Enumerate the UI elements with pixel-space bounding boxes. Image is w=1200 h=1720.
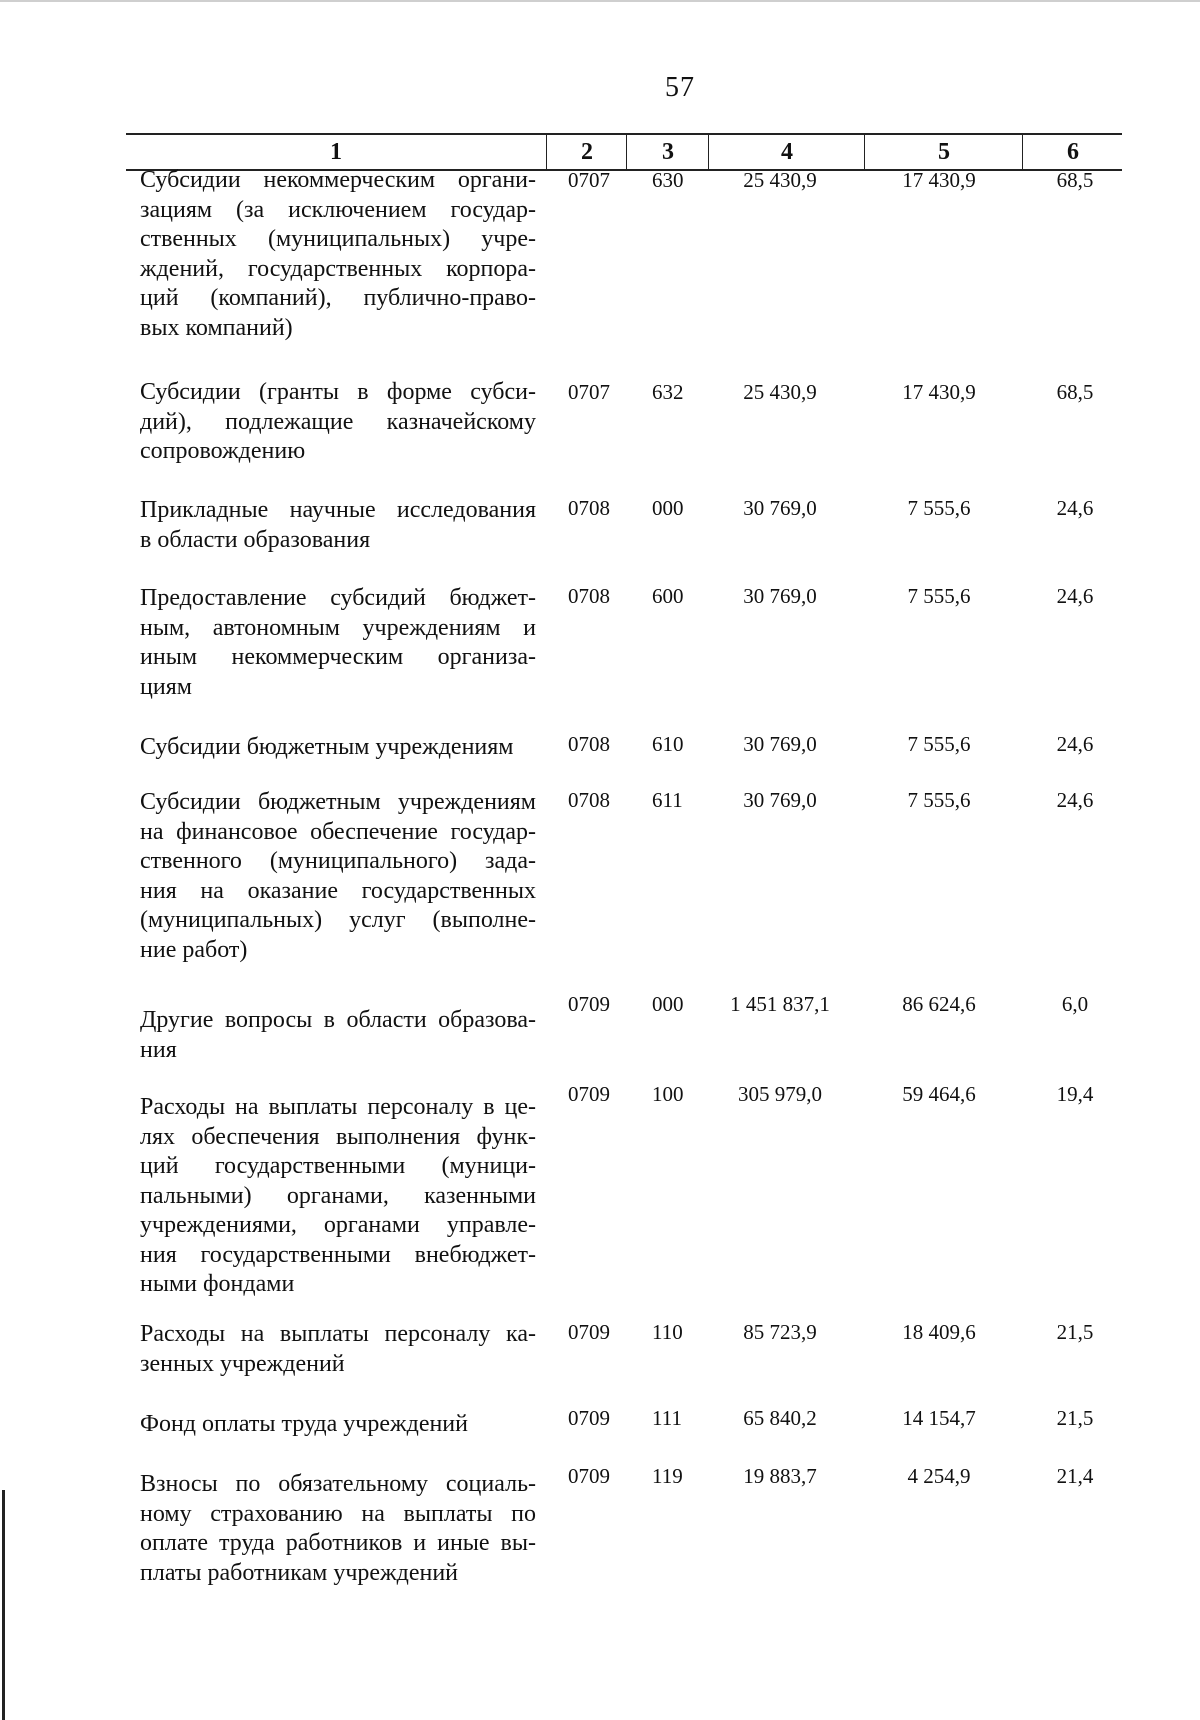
row-description <box>140 1320 536 1379</box>
plan-amount: 30 769,0 <box>743 732 817 756</box>
row-description-line: иным некоммерческим организа- <box>140 644 536 670</box>
row-description-line: ния государственными внебюджет- <box>140 1241 536 1268</box>
section-code: 0708 <box>568 496 610 520</box>
row-description-line: зациям (за исключением государ- <box>140 196 536 223</box>
section-code: 0707 <box>568 168 610 192</box>
actual-amount: 17 430,9 <box>902 380 976 404</box>
row-description-line: Расходы на выплаты персоналу ка- <box>140 1321 536 1347</box>
column-header-2: 2 <box>546 135 627 169</box>
execution-percent: 68,5 <box>1056 380 1094 404</box>
actual-amount: 7 555,6 <box>907 584 971 608</box>
column-header-4: 4 <box>708 135 865 169</box>
row-description-line: Другие вопросы в области образова- <box>140 1007 536 1033</box>
section-code: 0708 <box>568 788 610 812</box>
column-header-6: 6 <box>1022 135 1123 169</box>
scan-edge-left <box>2 1490 5 1720</box>
column-header-1: 1 <box>330 139 342 165</box>
actual-amount: 59 464,6 <box>902 1082 976 1106</box>
scan-edge-top <box>0 0 1200 2</box>
section-code: 0709 <box>568 1464 610 1488</box>
plan-amount: 305 979,0 <box>738 1082 822 1106</box>
expense-type-code: 600 <box>652 584 684 608</box>
execution-percent: 21,4 <box>1056 1464 1094 1488</box>
actual-amount: 7 555,6 <box>907 788 971 812</box>
expense-type-code: 110 <box>652 1320 683 1344</box>
execution-percent: 6,0 <box>1061 992 1089 1016</box>
row-description-line: ния <box>140 1036 177 1063</box>
row-description-line: ние работ) <box>140 936 248 963</box>
row-description-line: сопровождению <box>140 438 306 464</box>
row-description-line: Субсидии (гранты в форме субси- <box>140 379 536 405</box>
actual-amount: 7 555,6 <box>907 496 971 520</box>
section-code: 0709 <box>568 1082 610 1106</box>
row-description-line: лях обеспечения выполнения функ- <box>140 1123 536 1150</box>
row-description-line: Субсидии бюджетным учреждениям <box>140 789 536 815</box>
row-description <box>140 788 536 965</box>
row-description <box>140 378 536 467</box>
row-description-line: учреждениями, органами управле- <box>140 1212 536 1238</box>
row-description-line: Взносы по обязательному социаль- <box>140 1471 536 1497</box>
section-code: 0709 <box>568 992 610 1016</box>
row-description-line: дий), подлежащие казначейскому <box>140 408 536 435</box>
actual-amount: 18 409,6 <box>902 1320 976 1344</box>
row-description <box>140 496 536 555</box>
expense-type-code: 000 <box>652 496 684 520</box>
row-description-line: Предоставление субсидий бюджет- <box>140 585 536 611</box>
execution-percent: 24,6 <box>1056 584 1094 608</box>
plan-amount: 25 430,9 <box>743 380 817 404</box>
section-code: 0709 <box>568 1406 610 1430</box>
column-header-3: 3 <box>626 135 709 169</box>
expense-type-code: 100 <box>652 1082 684 1106</box>
row-description-line: Субсидии некоммерческим органи- <box>140 167 536 193</box>
row-description-line: ния на оказание государственных <box>140 877 536 904</box>
row-description-line: ждений, государственных корпора- <box>140 255 536 282</box>
plan-amount: 30 769,0 <box>743 584 817 608</box>
plan-amount: 1 451 837,1 <box>730 992 830 1016</box>
column-header-5: 5 <box>864 135 1023 169</box>
execution-percent: 24,6 <box>1056 732 1094 756</box>
actual-amount: 7 555,6 <box>907 732 971 756</box>
row-description-line: оплате труда работников и иные вы- <box>140 1530 536 1556</box>
plan-amount: 30 769,0 <box>743 496 817 520</box>
row-description <box>140 584 536 702</box>
row-description-line: зенных учреждений <box>140 1350 345 1377</box>
section-code: 0707 <box>568 380 610 404</box>
row-description-line: Фонд оплаты труда учреждений <box>140 1411 468 1437</box>
section-code: 0708 <box>568 584 610 608</box>
row-description-line: циям <box>140 673 192 700</box>
row-description-line: Субсидии бюджетным учреждениям <box>140 734 514 760</box>
expense-type-code: 630 <box>652 168 684 192</box>
row-description-line: платы работникам учреждений <box>140 1559 459 1586</box>
plan-amount: 65 840,2 <box>743 1406 817 1430</box>
execution-percent: 24,6 <box>1056 496 1094 520</box>
row-description-line: Прикладные научные исследования <box>140 497 536 523</box>
execution-percent: 21,5 <box>1056 1406 1094 1430</box>
actual-amount: 17 430,9 <box>902 168 976 192</box>
plan-amount: 30 769,0 <box>743 788 817 812</box>
row-description-line: в области образования <box>140 526 371 553</box>
row-description-line: ций государственными (муници- <box>140 1153 536 1179</box>
row-description-line: ному страхованию на выплаты по <box>140 1500 536 1527</box>
row-description-line: ным, автономным учреждениям и <box>140 614 536 641</box>
plan-amount: 19 883,7 <box>743 1464 817 1488</box>
expense-type-code: 611 <box>652 788 683 812</box>
expense-type-code: 111 <box>652 1406 682 1430</box>
expense-type-code: 632 <box>652 380 684 404</box>
execution-percent: 19,4 <box>1056 1082 1094 1106</box>
plan-amount: 85 723,9 <box>743 1320 817 1344</box>
execution-percent: 68,5 <box>1056 168 1094 192</box>
row-description-line: ций (компаний), публично-право- <box>140 285 536 311</box>
row-description <box>140 1006 536 1065</box>
expense-type-code: 000 <box>652 992 684 1016</box>
row-description-line: пальными) органами, казенными <box>140 1182 536 1209</box>
expense-type-code: 119 <box>652 1464 683 1488</box>
page-number: 57 <box>665 72 695 103</box>
row-description-line: Расходы на выплаты персоналу в це- <box>140 1094 536 1120</box>
section-code: 0708 <box>568 732 610 756</box>
section-code: 0709 <box>568 1320 610 1344</box>
actual-amount: 14 154,7 <box>902 1406 976 1430</box>
row-description-line: ными фондами <box>140 1271 295 1297</box>
row-description <box>140 1410 536 1440</box>
row-description <box>140 166 536 343</box>
row-description <box>140 1470 536 1588</box>
row-description-line: вых компаний) <box>140 314 293 341</box>
execution-percent: 24,6 <box>1056 788 1094 812</box>
execution-percent: 21,5 <box>1056 1320 1094 1344</box>
row-description-line: на финансовое обеспечение государ- <box>140 818 536 845</box>
row-description-line: ственного (муниципального) зада- <box>140 848 536 874</box>
row-description <box>140 733 536 763</box>
expense-type-code: 610 <box>652 732 684 756</box>
row-description-line: ственных (муниципальных) учре- <box>140 226 536 252</box>
row-description <box>140 1093 536 1300</box>
actual-amount: 86 624,6 <box>902 992 976 1016</box>
actual-amount: 4 254,9 <box>907 1464 971 1488</box>
plan-amount: 25 430,9 <box>743 168 817 192</box>
row-description-line: (муниципальных) услуг (выполне- <box>140 907 536 933</box>
